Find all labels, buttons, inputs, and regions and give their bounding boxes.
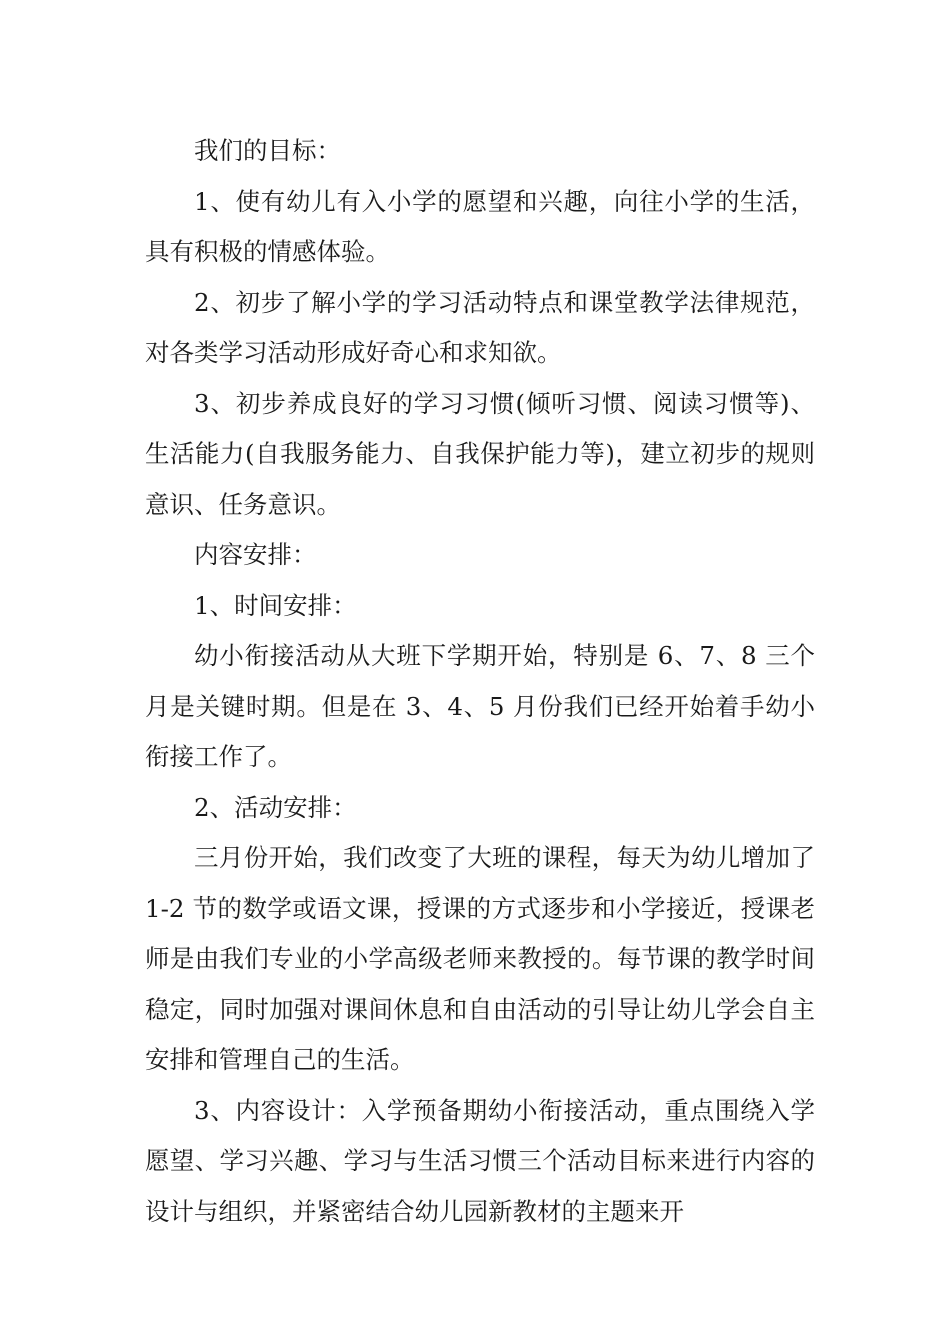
goal-1-paragraph: 1、使有幼儿有入小学的愿望和兴趣，向往小学的生活，具有积极的情感体验。 xyxy=(145,186,815,266)
goal-3-paragraph: 3、初步养成良好的学习习惯(倾听习惯、阅读习惯等)、生活能力(自我服务能力、自我保护能力等)，建立初步的规则意识、任务意识。 xyxy=(145,388,815,519)
goal-2-paragraph: 2、初步了解小学的学习活动特点和课堂教学法律规范，对各类学习活动形成好奇心和求知欲。 xyxy=(145,287,815,367)
heading-goals: 我们的目标： xyxy=(194,136,341,165)
time-arrangement-paragraph: 幼小衔接活动从大班下学期开始，特别是 6、7、8 三个月是关键时期。但是在 3、4、5 月份我们已经开始着手幼小衔接工作了。 xyxy=(145,641,815,771)
subheading-activity-arrangement: 2、活动安排： xyxy=(194,792,357,822)
document-body xyxy=(145,126,815,1237)
subheading-time-arrangement: 1、时间安排： xyxy=(194,590,357,620)
activity-arrangement-paragraph: 三月份开始，我们改变了大班的课程，每天为幼儿增加了 1-2 节的数学或语文课，授课的方式逐步和小学接近，授课老师是由我们专业的小学高级老师来教授的。每节课的教学时间稳定，同时加强对课间休息和自由活动的引导让幼儿学会自主安排和管理自己的生活。 xyxy=(145,843,815,1074)
heading-content-arrangement: 内容安排： xyxy=(194,540,317,569)
content-design-paragraph: 3、内容设计：入学预备期幼小衔接活动，重点围绕入学愿望、学习兴趣、学习与生活习惯三个活动目标来进行内容的设计与组织，并紧密结合幼儿园新教材的主题来开 xyxy=(145,1095,815,1226)
